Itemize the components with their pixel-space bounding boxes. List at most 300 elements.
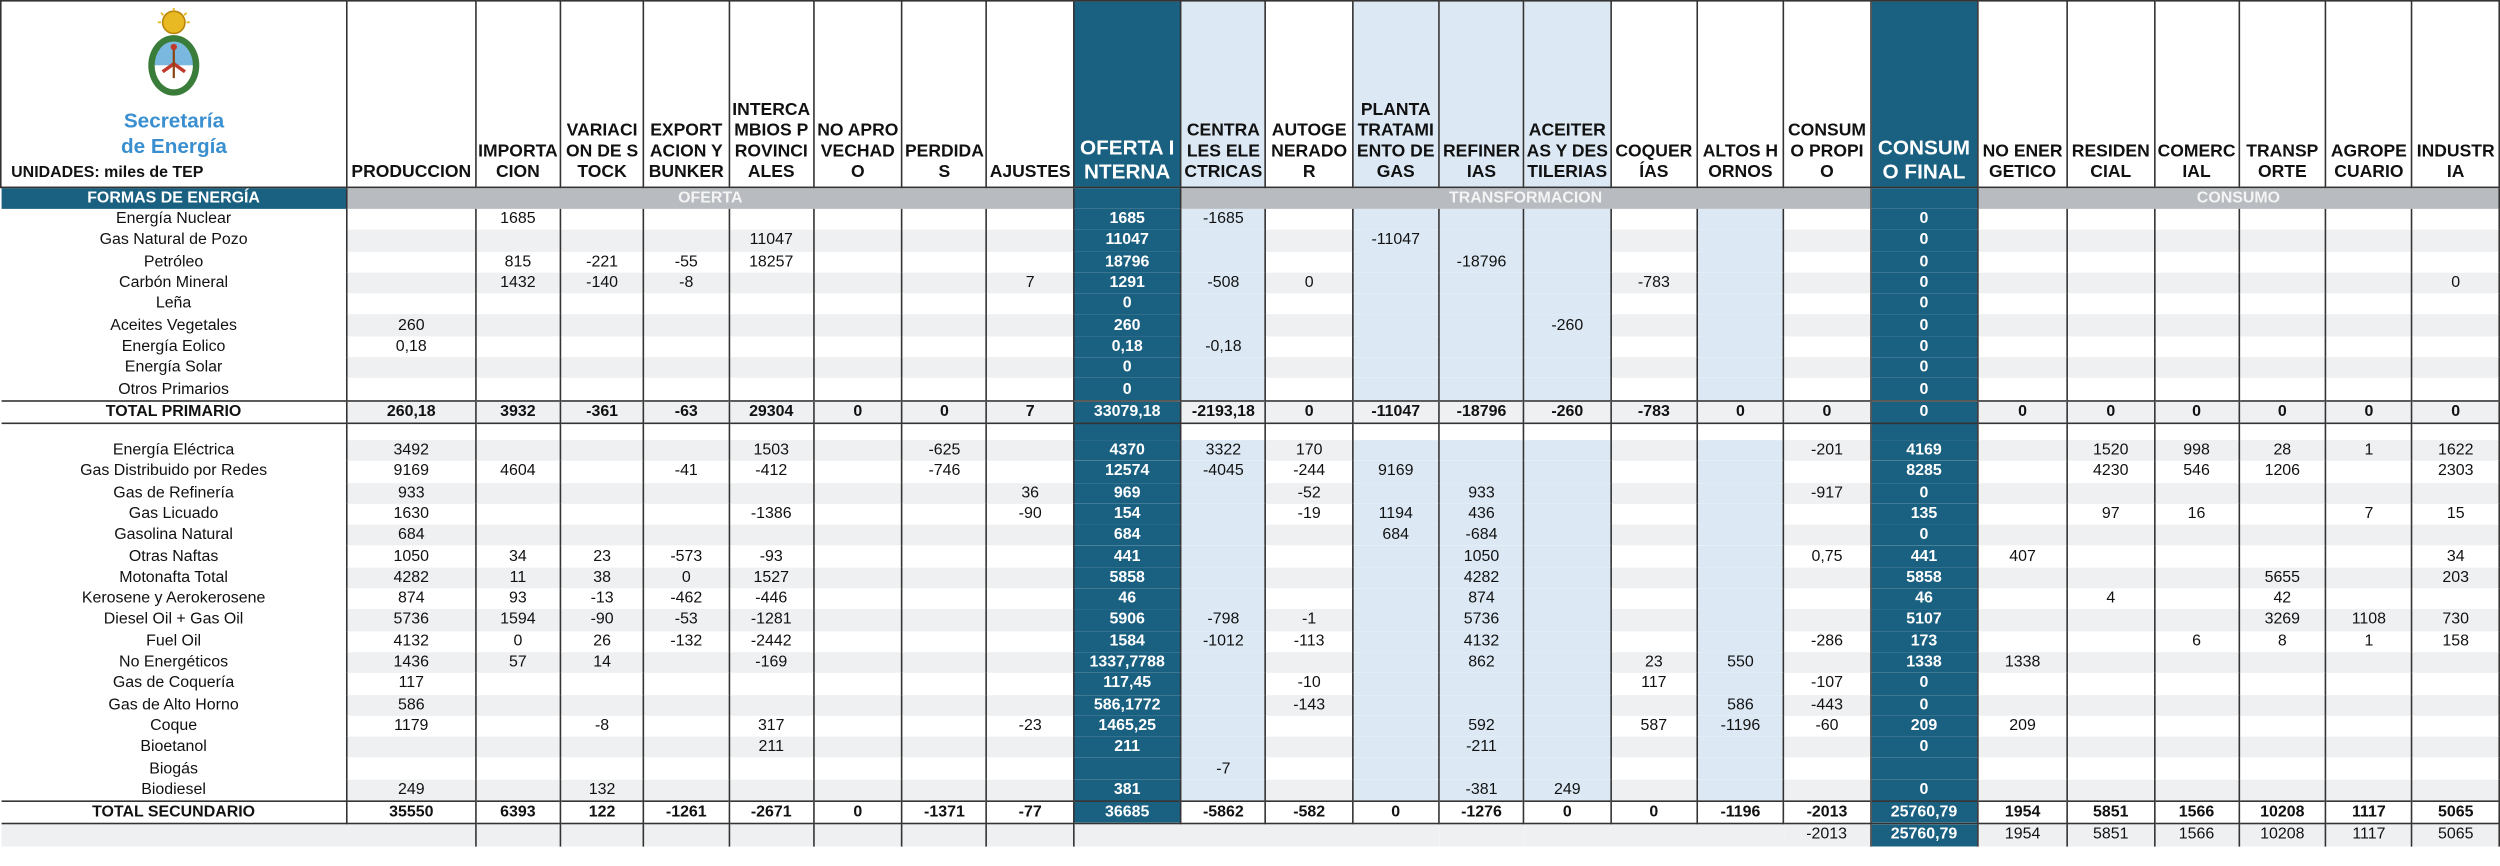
value-cell: -2013 (1784, 824, 1871, 846)
value-cell (729, 673, 814, 694)
value-cell (2154, 482, 2239, 503)
value-cell (560, 673, 643, 694)
value-cell: -0,18 (1181, 336, 1266, 357)
value-cell: 97 (2067, 504, 2154, 525)
value-cell (2412, 378, 2499, 400)
row-label: Energía Solar (1, 357, 347, 378)
value-cell (1352, 336, 1439, 357)
value-cell (475, 694, 560, 715)
column-header-autogenerador: AUTOGENERADOR (1266, 1, 1353, 188)
coat-of-arms-icon (142, 8, 206, 100)
value-cell (1978, 440, 2068, 461)
value-cell (560, 525, 643, 546)
value-cell: 1503 (729, 440, 814, 461)
value-cell (2154, 737, 2239, 758)
value-cell (987, 357, 1074, 378)
value-cell (987, 251, 1074, 272)
secretaria-energia-logo (2, 8, 347, 158)
value-cell: 5065 (2412, 824, 2499, 846)
value-cell (729, 315, 814, 336)
value-cell (1352, 673, 1439, 694)
value-cell (987, 588, 1074, 609)
column-header-no-energetico: NO ENERGETICO (1978, 1, 2068, 188)
value-cell: -508 (1181, 272, 1266, 293)
value-cell (902, 694, 987, 715)
value-cell: 933 (1439, 482, 1524, 503)
value-cell: 0 (814, 400, 902, 423)
value-cell (1352, 631, 1439, 652)
value-cell: 10208 (2239, 824, 2326, 846)
value-cell: 18796 (1073, 251, 1180, 272)
value-cell: -90 (560, 610, 643, 631)
value-cell (814, 336, 902, 357)
value-cell (2326, 482, 2413, 503)
value-cell (2326, 209, 2413, 230)
value-cell (729, 779, 814, 801)
value-cell (2067, 209, 2154, 230)
value-cell: 684 (1073, 525, 1180, 546)
row-label: Gasolina Natural (1, 525, 347, 546)
value-cell: 0 (814, 801, 902, 824)
value-cell (1181, 230, 1266, 251)
value-cell: -5862 (1181, 801, 1266, 824)
value-cell (1611, 336, 1698, 357)
value-cell (1352, 272, 1439, 293)
value-cell: 8 (2239, 631, 2326, 652)
value-cell (1524, 272, 1611, 293)
total-row (1, 400, 2499, 423)
value-cell (1611, 423, 1698, 440)
row-label: Leña (1, 294, 347, 315)
value-cell (1266, 588, 1353, 609)
value-cell (1181, 716, 1266, 737)
section-band-row (1, 187, 2499, 209)
value-cell: 0 (1524, 801, 1611, 824)
value-cell (2154, 251, 2239, 272)
value-cell (2154, 546, 2239, 567)
value-cell (987, 824, 1074, 846)
value-cell: 0 (1870, 230, 1977, 251)
value-cell: 4169 (1870, 440, 1977, 461)
value-cell: -412 (729, 461, 814, 482)
value-cell (729, 272, 814, 293)
value-cell: 1566 (2154, 801, 2239, 824)
value-cell: 317 (729, 716, 814, 737)
value-cell (2067, 315, 2154, 336)
table-row (1, 423, 2499, 440)
band-transformacion-label: TRANSFORMACION (1181, 187, 1870, 209)
value-cell: 16 (2154, 504, 2239, 525)
value-cell (1978, 779, 2068, 801)
value-cell (1611, 440, 1698, 461)
value-cell (2154, 230, 2239, 251)
row-label: TOTAL SECUNDARIO (1, 801, 347, 824)
column-header-no-aprovechado: NO APROVECHADO (814, 1, 902, 188)
value-cell: 23 (560, 546, 643, 567)
value-cell: 34 (2412, 546, 2499, 567)
value-cell (1524, 251, 1611, 272)
value-cell (2067, 251, 2154, 272)
value-cell (1439, 357, 1524, 378)
value-cell (2239, 230, 2326, 251)
value-cell (2239, 758, 2326, 779)
value-cell (1524, 504, 1611, 525)
value-cell: 0 (1870, 272, 1977, 293)
value-cell (987, 546, 1074, 567)
value-cell (1784, 779, 1871, 801)
value-cell: 0 (2412, 272, 2499, 293)
value-cell (814, 673, 902, 694)
value-cell: 969 (1073, 482, 1180, 503)
value-cell (2154, 716, 2239, 737)
value-cell: 0,18 (1073, 336, 1180, 357)
value-cell: 0 (1073, 357, 1180, 378)
value-cell (347, 294, 475, 315)
value-cell (729, 694, 814, 715)
value-cell (902, 588, 987, 609)
value-cell (1266, 378, 1353, 400)
value-cell: 1117 (2326, 824, 2413, 846)
value-cell (902, 737, 987, 758)
value-cell (475, 673, 560, 694)
value-cell (902, 251, 987, 272)
value-cell (1352, 209, 1439, 230)
table-row (1, 357, 2499, 378)
value-cell (1611, 525, 1698, 546)
value-cell: 5851 (2067, 801, 2154, 824)
value-cell (814, 694, 902, 715)
value-cell: -917 (1784, 482, 1871, 503)
value-cell (2154, 694, 2239, 715)
value-cell: -1371 (902, 801, 987, 824)
value-cell: 158 (2412, 631, 2499, 652)
value-cell: 0 (1870, 251, 1977, 272)
value-cell: 1685 (1073, 209, 1180, 230)
value-cell: 1622 (2412, 440, 2499, 461)
value-cell (1524, 631, 1611, 652)
table-row (1, 610, 2499, 631)
value-cell (1784, 315, 1871, 336)
value-cell (2239, 272, 2326, 293)
value-cell (475, 737, 560, 758)
value-cell (560, 440, 643, 461)
value-cell (1352, 357, 1439, 378)
value-cell: -18796 (1439, 400, 1524, 423)
column-header-centrales-electricas: CENTRALES ELECTRICAS (1181, 1, 1266, 188)
value-cell: 0 (475, 631, 560, 652)
value-cell (902, 610, 987, 631)
band-consumo-final-cell (1870, 187, 1977, 209)
value-cell (475, 525, 560, 546)
value-cell (1439, 673, 1524, 694)
value-cell (814, 525, 902, 546)
value-cell: 7 (987, 400, 1074, 423)
value-cell (560, 378, 643, 400)
value-cell (729, 209, 814, 230)
value-cell (1524, 461, 1611, 482)
value-cell: 1337,7788 (1073, 652, 1180, 673)
value-cell: 5851 (2067, 824, 2154, 846)
value-cell (2239, 357, 2326, 378)
value-cell (347, 209, 475, 230)
value-cell (1784, 567, 1871, 588)
value-cell (902, 357, 987, 378)
value-cell (1266, 546, 1353, 567)
value-cell (1611, 779, 1698, 801)
value-cell (1352, 758, 1439, 779)
value-cell: -113 (1266, 631, 1353, 652)
value-cell (1978, 694, 2068, 715)
value-cell (1524, 652, 1611, 673)
value-cell (2412, 482, 2499, 503)
table-row (1, 546, 2499, 567)
value-cell (1352, 423, 1439, 440)
value-cell (1611, 504, 1698, 525)
column-header-exportacion-bunker: EXPORTACION Y BUNKER (644, 1, 729, 188)
value-cell (1978, 357, 2068, 378)
value-cell (1524, 378, 1611, 400)
value-cell (1181, 251, 1266, 272)
value-cell: 7 (987, 272, 1074, 293)
table-row (1, 209, 2499, 230)
value-cell (1524, 440, 1611, 461)
value-cell (1978, 504, 2068, 525)
value-cell: -53 (644, 610, 729, 631)
value-cell (1181, 588, 1266, 609)
value-cell (987, 209, 1074, 230)
value-cell (560, 209, 643, 230)
value-cell: 0 (1266, 272, 1353, 293)
value-cell (475, 294, 560, 315)
value-cell: 0,75 (1784, 546, 1871, 567)
value-cell (2154, 673, 2239, 694)
value-cell: 874 (347, 588, 475, 609)
value-cell: 0 (2239, 400, 2326, 423)
value-cell (987, 378, 1074, 400)
value-cell (1266, 230, 1353, 251)
value-cell (644, 336, 729, 357)
value-cell (2412, 779, 2499, 801)
value-cell: -4045 (1181, 461, 1266, 482)
value-cell (1978, 525, 2068, 546)
value-cell (729, 423, 814, 440)
value-cell (902, 652, 987, 673)
value-cell (1352, 294, 1439, 315)
value-cell: 0 (1870, 482, 1977, 503)
value-cell: 381 (1073, 779, 1180, 801)
value-cell (987, 758, 1074, 779)
value-cell (2326, 272, 2413, 293)
value-cell: 0 (2326, 400, 2413, 423)
value-cell (2412, 716, 2499, 737)
value-cell (2067, 716, 2154, 737)
value-cell (1524, 716, 1611, 737)
value-cell (1439, 209, 1524, 230)
row-label: Gas Natural de Pozo (1, 230, 347, 251)
value-cell (1073, 824, 1180, 846)
value-cell: 154 (1073, 504, 1180, 525)
value-cell (814, 824, 902, 846)
value-cell (1439, 294, 1524, 315)
value-cell (644, 378, 729, 400)
value-cell (2239, 251, 2326, 272)
value-cell (644, 779, 729, 801)
value-cell: 684 (1352, 525, 1439, 546)
value-cell (560, 694, 643, 715)
logo-header-cell (1, 1, 347, 188)
value-cell (2154, 610, 2239, 631)
value-cell (1181, 824, 1266, 846)
value-cell (1978, 230, 2068, 251)
value-cell (1611, 610, 1698, 631)
value-cell (475, 504, 560, 525)
value-cell: 0 (1266, 400, 1353, 423)
value-cell (1266, 251, 1353, 272)
value-cell: 1527 (729, 567, 814, 588)
value-cell (1784, 652, 1871, 673)
value-cell (2412, 423, 2499, 440)
value-cell (644, 230, 729, 251)
value-cell: 0 (2154, 400, 2239, 423)
value-cell: 933 (347, 482, 475, 503)
value-cell (1524, 230, 1611, 251)
value-cell: 550 (1697, 652, 1784, 673)
value-cell: 46 (1073, 588, 1180, 609)
value-cell: -23 (987, 716, 1074, 737)
value-cell: 1436 (347, 652, 475, 673)
value-cell: 874 (1439, 588, 1524, 609)
value-cell (902, 482, 987, 503)
table-row (1, 779, 2499, 801)
value-cell (1266, 567, 1353, 588)
value-cell (1439, 440, 1524, 461)
value-cell (2067, 294, 2154, 315)
value-cell (2067, 567, 2154, 588)
value-cell: -10 (1266, 673, 1353, 694)
value-cell (1784, 525, 1871, 546)
value-cell (347, 758, 475, 779)
value-cell: 407 (1978, 546, 2068, 567)
value-cell: 3492 (347, 440, 475, 461)
value-cell: 5107 (1870, 610, 1977, 631)
column-header-residencial: RESIDENCIAL (2067, 1, 2154, 188)
value-cell (1181, 673, 1266, 694)
value-cell (1266, 758, 1353, 779)
value-cell (1697, 673, 1784, 694)
value-cell (475, 357, 560, 378)
value-cell: 4230 (2067, 461, 2154, 482)
value-cell (560, 824, 643, 846)
value-cell: -55 (644, 251, 729, 272)
value-cell: 4132 (347, 631, 475, 652)
value-cell (987, 461, 1074, 482)
value-cell (1978, 588, 2068, 609)
value-cell: 35550 (347, 801, 475, 824)
value-cell (1524, 694, 1611, 715)
value-cell: 4132 (1439, 631, 1524, 652)
value-cell (1439, 230, 1524, 251)
value-cell (729, 482, 814, 503)
value-cell (1181, 294, 1266, 315)
value-cell (729, 525, 814, 546)
value-cell (2239, 652, 2326, 673)
value-cell: 684 (347, 525, 475, 546)
value-cell (475, 230, 560, 251)
value-cell: 25760,79 (1870, 801, 1977, 824)
value-cell (1266, 357, 1353, 378)
value-cell (1439, 336, 1524, 357)
value-cell (1978, 336, 2068, 357)
column-header-altos-hornos: ALTOS HORNOS (1697, 1, 1784, 188)
value-cell (475, 378, 560, 400)
value-cell (2067, 737, 2154, 758)
value-cell (1439, 758, 1524, 779)
value-cell (2154, 378, 2239, 400)
value-cell (644, 440, 729, 461)
value-cell (2154, 315, 2239, 336)
value-cell (814, 758, 902, 779)
value-cell (1784, 737, 1871, 758)
value-cell (1266, 423, 1353, 440)
value-cell (1611, 315, 1698, 336)
value-cell: 546 (2154, 461, 2239, 482)
value-cell (644, 824, 729, 846)
value-cell (475, 336, 560, 357)
value-cell (902, 546, 987, 567)
value-cell (347, 357, 475, 378)
value-cell (1524, 567, 1611, 588)
logo-line-2: de Energía (120, 133, 227, 158)
value-cell (1352, 567, 1439, 588)
value-cell (814, 652, 902, 673)
value-cell: 132 (560, 779, 643, 801)
column-header-produccion: PRODUCCION (347, 1, 475, 188)
column-header-industria: INDUSTRIA (2412, 1, 2499, 188)
value-cell (2326, 251, 2413, 272)
value-cell (560, 737, 643, 758)
value-cell: 93 (475, 588, 560, 609)
value-cell: -221 (560, 251, 643, 272)
value-cell: -1012 (1181, 631, 1266, 652)
value-cell (814, 423, 902, 440)
value-cell (644, 315, 729, 336)
value-cell (347, 251, 475, 272)
value-cell: -41 (644, 461, 729, 482)
value-cell (1181, 567, 1266, 588)
value-cell (902, 779, 987, 801)
value-cell (475, 824, 560, 846)
value-cell (902, 824, 987, 846)
value-cell (2067, 525, 2154, 546)
value-cell (1181, 482, 1266, 503)
value-cell (2326, 758, 2413, 779)
value-cell (814, 357, 902, 378)
table-row (1, 824, 2499, 846)
value-cell (987, 631, 1074, 652)
value-cell (1611, 461, 1698, 482)
value-cell (644, 423, 729, 440)
value-cell: 1206 (2239, 461, 2326, 482)
value-cell (560, 504, 643, 525)
value-cell (902, 336, 987, 357)
value-cell: 1594 (475, 610, 560, 631)
value-cell (1266, 525, 1353, 546)
value-cell: 730 (2412, 610, 2499, 631)
value-cell (1697, 588, 1784, 609)
value-cell (1784, 588, 1871, 609)
value-cell (2154, 779, 2239, 801)
value-cell: -446 (729, 588, 814, 609)
